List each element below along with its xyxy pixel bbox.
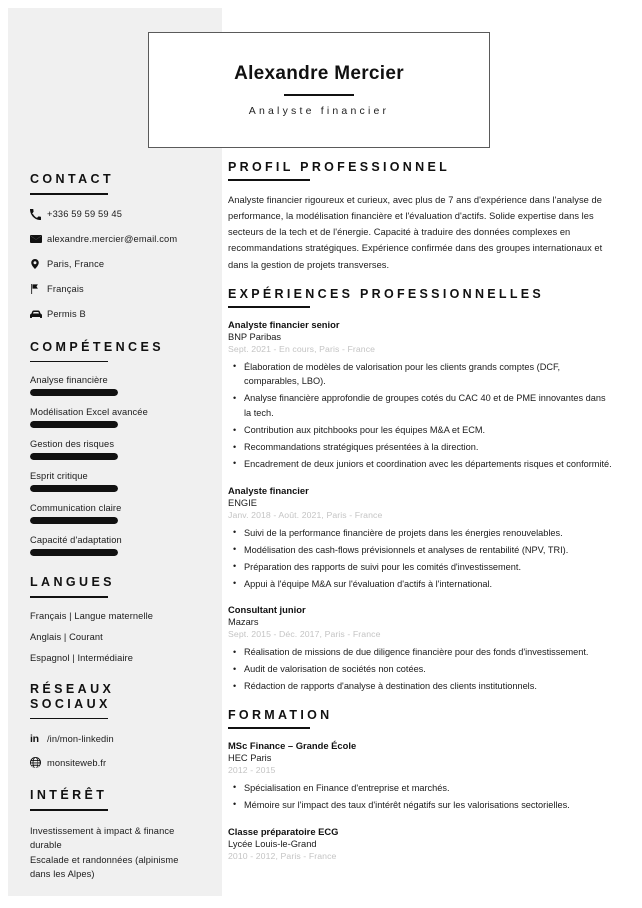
social-item-value: monsiteweb.fr [47, 757, 107, 768]
skill-level-bar [30, 517, 118, 524]
languages-heading: LANGUES [30, 575, 115, 590]
entry-role: Classe préparatoire ECG [228, 825, 339, 837]
entry-bullet: • Suivi de la performance financière de projets dans les énergies renouvelables. [228, 526, 614, 541]
contact-heading: CONTACT [30, 172, 114, 186]
skill-item [30, 503, 198, 524]
contact-item-value: Français [47, 283, 84, 294]
entry-role: Consultant junior [228, 604, 306, 616]
entry-bullet-list [228, 360, 614, 472]
contact-item-value: Paris, France [47, 258, 105, 269]
skill-level-bar [30, 453, 118, 460]
social-heading: RÉSEAUX SOCIAUX [30, 681, 115, 711]
skill-label: Communication claire [30, 503, 122, 514]
entry-item [228, 826, 614, 861]
entry-date-location: 2012 - 2015 [228, 764, 276, 775]
name-header-box [148, 32, 490, 148]
entry-bullet: • Élaboration de modèles de valorisation pour les clients grands comptes (DCF, comparables, LBO). [228, 360, 614, 390]
name-divider [284, 94, 354, 96]
skill-level-fill [30, 389, 118, 396]
skill-item [30, 375, 198, 396]
language-item: Français | Langue maternelle [30, 610, 154, 621]
contact-item-value: alexandre.mercier@email.com [47, 233, 178, 244]
social-divider [30, 718, 108, 720]
entry-role: MSc Finance – Grande École [228, 739, 357, 751]
social-item[interactable] [30, 756, 198, 769]
contact-item[interactable] [30, 283, 198, 296]
skill-level-fill [30, 421, 118, 428]
entry-bullet: • Contribution aux pitchbooks pour les équipes M&A et ECM. [228, 423, 614, 438]
entry-item [228, 485, 614, 592]
skill-label: Modélisation Excel avancée [30, 407, 148, 418]
contact-item[interactable] [30, 208, 198, 221]
social-item-value: /in/mon-linkedin [47, 733, 114, 744]
skill-level-fill [30, 485, 118, 492]
profile-section [228, 160, 614, 273]
skill-item [30, 535, 198, 556]
main-column [228, 160, 614, 875]
page-title: Alexandre Mercier [234, 63, 404, 85]
entry-item [228, 740, 614, 813]
entry-item [228, 319, 614, 472]
linkedin-icon: in [30, 732, 39, 745]
education-section [228, 708, 614, 860]
skill-level-bar [30, 485, 118, 492]
entry-date-location: Janv. 2018 - Août. 2021, Paris - France [228, 509, 383, 520]
experience-heading: EXPÉRIENCES PROFESSIONNELLES [228, 286, 545, 301]
entry-organization: BNP Paribas [228, 331, 282, 342]
entry-organization: Mazars [228, 617, 259, 628]
entry-organization: HEC Paris [228, 752, 272, 763]
skill-level-bar [30, 421, 118, 428]
entry-bullet-list [228, 781, 614, 813]
skills-section [30, 340, 198, 557]
interest-item: Escalade et randonnées (alpinisme dans les Alpes) [30, 854, 179, 880]
skill-level-bar [30, 549, 118, 556]
globe-icon [30, 756, 47, 769]
contact-divider [30, 193, 108, 195]
entry-date-location: Sept. 2021 - En cours, Paris - France [228, 343, 376, 354]
entry-date-location: 2010 - 2012, Paris - France [228, 850, 337, 861]
language-item: Anglais | Courant [30, 631, 103, 642]
entry-bullet: • Mémoire sur l'impact des taux d'intérêt négatifs sur les valorisations sectorielles. [228, 798, 614, 813]
skill-level-fill [30, 517, 118, 524]
entry-item [228, 604, 614, 694]
entry-bullet: • Audit de valorisation de sociétés non cotées. [228, 662, 614, 677]
skill-item [30, 439, 198, 460]
entry-bullet: • Encadrement de deux juniors et coordination avec les départements risques et conformité. [228, 457, 614, 472]
experience-divider [228, 306, 310, 308]
job-title: Analyste financier [248, 104, 390, 117]
entry-role: Analyste financier [228, 484, 309, 496]
profile-heading: PROFIL PROFESSIONNEL [228, 160, 451, 174]
social-list [30, 732, 198, 769]
entry-bullet: • Appui à l'équipe M&A sur l'évaluation d'actifs à l'international. [228, 577, 614, 592]
language-item: Espagnol | Intermédiaire [30, 652, 134, 663]
languages-divider [30, 596, 108, 598]
car-icon [30, 308, 47, 321]
envelope-icon [30, 233, 47, 246]
entry-bullet: • Analyse financière approfondie de groupes cotés du CAC 40 et de PME innovantes dans la tech. [228, 391, 614, 421]
social-section [30, 682, 198, 770]
map-pin-icon [30, 258, 47, 271]
skill-label: Analyse financière [30, 375, 108, 386]
phone-icon [30, 208, 47, 221]
entry-organization: Lycée Louis-le-Grand [228, 838, 317, 849]
skill-level-fill [30, 549, 118, 556]
experience-section [228, 287, 614, 694]
profile-divider [228, 179, 310, 181]
languages-section [30, 575, 198, 663]
entry-bullet: • Spécialisation en Finance d'entreprise et marchés. [228, 781, 614, 796]
entry-role: Analyste financier senior [228, 318, 340, 330]
contact-item[interactable] [30, 233, 198, 246]
entry-bullet: • Recommandations stratégiques présentées à la direction. [228, 440, 614, 455]
education-divider [228, 727, 310, 729]
entry-bullet-list [228, 526, 614, 592]
education-list [228, 740, 614, 861]
entry-bullet: • Réalisation de missions de due diligence financière pour des fonds d'investissement. [228, 645, 614, 660]
entry-organization: ENGIE [228, 497, 257, 508]
social-item[interactable] [30, 732, 198, 745]
experience-list [228, 319, 614, 695]
interests-section [30, 788, 198, 881]
entry-bullet: • Préparation des rapports de suivi pour les comités d'investissement. [228, 560, 614, 575]
languages-list [30, 611, 198, 663]
entry-date-location: Sept. 2015 - Déc. 2017, Paris - France [228, 629, 381, 640]
profile-text: Analyste financier rigoureux et curieux, avec plus de 7 ans d'expérience dans l'analyse de performance, la modélisation financière et l'évaluation d'actifs. Solide expertise dans les secteurs de la tech et de l'énergie. Capacité à traduire des données complexes en recommandations stratégiques. Expérience confirmée dans des groupes internationaux et dans la gestion de projets transverses. [228, 194, 603, 270]
skill-level-bar [30, 389, 118, 396]
skill-item [30, 407, 198, 428]
contact-list [30, 208, 198, 321]
contact-item-value: +336 59 59 59 45 [47, 208, 123, 219]
skill-label: Esprit critique [30, 471, 88, 482]
contact-section [30, 172, 198, 321]
skills-heading: COMPÉTENCES [30, 339, 164, 354]
contact-item-value: Permis B [47, 308, 86, 319]
interests-heading: INTÉRÊT [30, 788, 108, 803]
contact-item[interactable] [30, 258, 198, 271]
interests-list [30, 824, 198, 882]
skills-list [30, 375, 198, 556]
skill-label: Capacité d'adaptation [30, 535, 122, 546]
skill-level-fill [30, 453, 118, 460]
skill-label: Gestion des risques [30, 439, 115, 450]
interest-item: Investissement à impact & finance durable [30, 825, 175, 851]
skills-divider [30, 361, 108, 363]
contact-item[interactable] [30, 308, 198, 321]
entry-bullet-list [228, 645, 614, 694]
education-heading: FORMATION [228, 708, 333, 723]
entry-bullet: • Rédaction de rapports d'analyse à destination des clients institutionnels. [228, 679, 614, 694]
flag-icon [30, 283, 47, 296]
interests-divider [30, 809, 108, 811]
skill-item [30, 471, 198, 492]
entry-bullet: • Modélisation des cash-flows prévisionnels et analyses de rentabilité (NPV, TRI). [228, 543, 614, 558]
